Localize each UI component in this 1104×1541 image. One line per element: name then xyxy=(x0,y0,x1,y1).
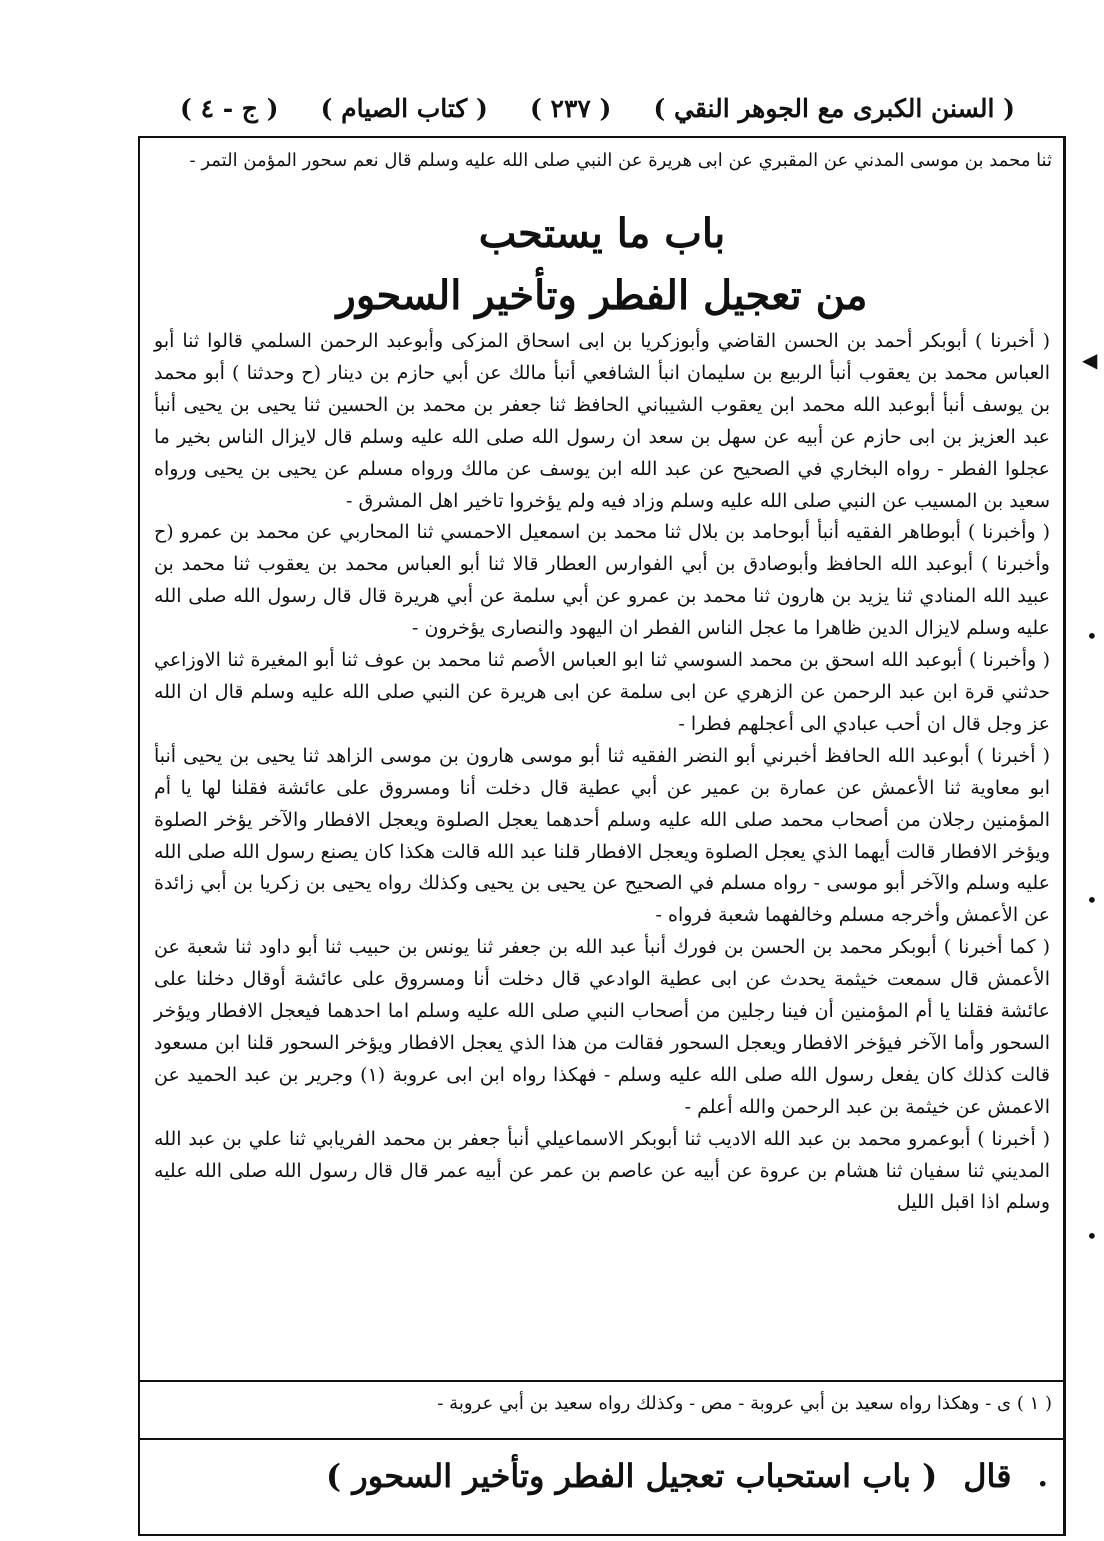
continuation-line: ثنا محمد بن موسى المدني عن المقبري عن ابى هريرة عن النبي صلى الله عليه وسلم قال نعم سحور المؤمن التمر - xyxy=(189,150,1052,171)
page-header xyxy=(180,88,1015,128)
section-title-line-2: من تعجيل الفطر وتأخير السحور xyxy=(336,272,868,319)
commentary-label: قال xyxy=(963,1457,1012,1495)
paragraph-3: ( وأخبرنا ) أبوعبد الله اسحق بن محمد السوسي ثنا ابو العباس الأصم ثنا محمد بن عوف ثنا أبو المغيرة ثنا الاوزاعي حدثني قرة ابن عبد الرحمن عن الزهري عن ابى سلمة عن ابى هريرة عن النبي صلى الله عليه وسلم قال ان الله عز وجل قال ان أحب عبادي الى أعجلهم فطرا - xyxy=(154,649,1050,735)
margin-dot-icon: • xyxy=(1086,624,1098,648)
paragraph-4: ( أخبرنا ) أبوعبد الله الحافظ أخبرني أبو النضر الفقيه ثنا أبو موسى هارون بن موسى الزاهد ثنا يحيى بن يحيى أنبأ ابو معاوية ثنا الأعمش عن عمارة بن عمير عن أبي عطية قال دخلت أنا ومسروق على عائشة فقلنا لها يا أم المؤمنين رجلان من أصحاب محمد صلى الله عليه وسلم أحدهما يعجل الصلوة ويعجل الافطار والآخر يؤخر الصلوة ويؤخر الافطار قالت أيهما الذي يعجل الصلوة ويعجل الافطار قلنا عبد الله قالت هكذا كان يصنع رسول الله صلى الله عليه وسلم والآخر أبو موسى - رواه مسلم في الصحيح عن يحيى بن يحيى وكذلك رواه يحيى بن زكريا بن أبي زائدة عن الأعمش وأخرجه مسلم وخالفهما شعبة فرواه - xyxy=(154,744,1050,927)
section-title-line-1: باب ما يستحب xyxy=(478,210,726,257)
volume-number: ( ج - ٤ ) xyxy=(180,93,279,123)
chapter-title: ( كتاب الصيام ) xyxy=(320,93,488,123)
margin-dot-icon: • xyxy=(1086,888,1098,912)
paragraph-5: ( كما أخبرنا ) أبوبكر محمد بن الحسن بن فورك أنبأ عبد الله بن جعفر ثنا يونس بن حبيب ثنا أبو داود ثنا شعبة عن الأعمش قال سمعت خيثمة يحدث عن ابى عطية الوادعي قال دخلت أنا ومسروق على عائشة أوقال دخلنا على عائشة فقلنا يا أم المؤمنين أن فينا رجلين من أصحاب النبي صلى الله عليه وسلم اما احدهما فيعجل الافطار ويؤخر السحور وأما الآخر فيؤخر الافطار ويعجل السحور فقالت من هذا الذي يعجل الافطار ويؤخر السحور قلنا ابن مسعود قالت كذلك كان يفعل رسول الله صلى الله عليه وسلم - فهكذا رواه ابن ابى عروبة (١) وجرير بن عبد الحميد عن الاعمش عن خيثمة بن عبد الرحمن والله أعلم - xyxy=(154,936,1051,1118)
paragraph-1: ( أخبرنا ) أبوبكر أحمد بن الحسن القاضي وأبوزكريا بن ابى اسحاق المزكى وأبوعبد الرحمن السلمي قالوا ثنا أبو العباس محمد بن يعقوب أنبأ الربيع بن سليمان انبأ الشافعي أنبأ مالك عن أبي حازم بن دينار (ح وحدثنا ) أبو محمد بن يوسف أنبأ أبوعبد الله محمد ابن يعقوب الشيباني الحافظ ثنا جعفر بن محمد بن الحسين ثنا يحيى بن يحيى أنبأ عبد العزيز بن ابى حازم عن أبيه عن سهل بن سعد ان رسول الله صلى الله عليه وسلم قال لايزال الناس بخير ما عجلوا الفطر - رواه البخاري في الصحيح عن عبد الله ابن يوسف عن مالك ورواه مسلم عن يحيى بن يحيى ورواه سعيد بن المسيب عن النبي صلى الله عليه وسلم وزاد فيه ولم يؤخروا تاخير اهل المشرق - xyxy=(154,330,1050,512)
footnote-divider xyxy=(138,1380,1066,1382)
paragraph-2: ( وأخبرنا ) أبوطاهر الفقيه أنبأ أبوحامد بن بلال ثنا محمد بن اسمعيل الاحمسي ثنا المحاربي عن محمد بن عمرو (ح وأخبرنا ) أبوعبد الله الحافظ وأبوصادق بن أبي الفوارس العطار قالا ثنا أبو العباس محمد بن يعقوب ثنا محمد بن عبيد الله المنادي ثنا يزيد بن هارون ثنا محمد بن عمرو عن أبي سلمة عن أبي هريرة قال قال رسول الله صلى الله عليه وسلم لايزال الدين ظاهرا ما عجل الناس الفطر ان اليهود والنصارى يؤخرون - xyxy=(154,521,1050,640)
commentary-title: ( باب استحباب تعجيل الفطر وتأخير السحور ) xyxy=(326,1457,938,1495)
book-title: ( السنن الكبرى مع الجوهر النقي ) xyxy=(653,93,1015,123)
paragraph-6: ( أخبرنا ) أبوعمرو محمد بن عبد الله الاديب ثنا أبوبكر الاسماعيلي أنبأ جعفر بن محمد الفريابي ثنا علي بن عبد الله المديني ثنا سفيان ثنا هشام بن عروة عن أبيه عن عاصم بن عمر عن أبيه عمر قال قال رسول الله صلى الله عليه وسلم اذا اقبل الليل xyxy=(154,1127,1050,1214)
bullet-dot: . xyxy=(1037,1458,1048,1494)
margin-dot-icon: • xyxy=(1086,1224,1098,1248)
page-number: ( ٢٣٧ ) xyxy=(529,93,612,123)
footnote: ( ١ ) ى - وهكذا رواه سعيد بن أبي عروبة - مص - وكذلك رواه سعيد بن أبي عروبة - xyxy=(437,1393,1052,1414)
commentary-heading xyxy=(238,1446,1048,1506)
bottom-divider xyxy=(138,1438,1066,1440)
margin-mark-icon: ◀ xyxy=(1082,348,1098,372)
main-text xyxy=(154,326,1050,1219)
